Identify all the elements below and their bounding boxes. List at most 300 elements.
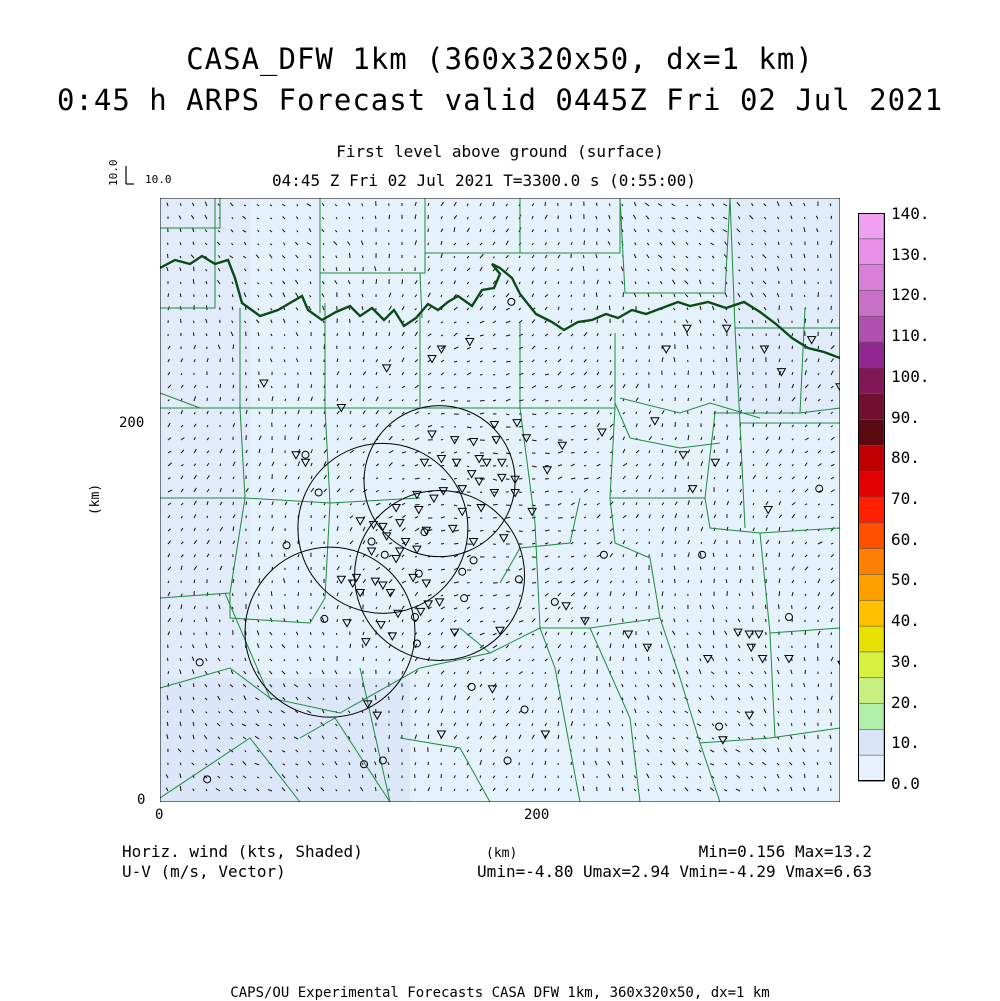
wind-vector: [376, 659, 377, 661]
colorbar-swatch: [858, 729, 884, 755]
wind-vector: [389, 215, 390, 219]
wind-vector: [349, 723, 350, 726]
x-axis-label: (km): [486, 846, 517, 861]
wind-vector: [714, 450, 715, 453]
colorbar-label: 10.: [891, 733, 920, 752]
colorbar-swatch: [858, 523, 884, 549]
wind-vector: [661, 644, 662, 648]
y-axis-label: (km): [88, 484, 103, 515]
level-subtitle: First level above ground (surface): [0, 142, 1000, 161]
map-title: CASA_DFW 1km (360x320x50, dx=1 km): [0, 42, 1000, 76]
wind-vector: [688, 385, 689, 388]
wind-vector: [180, 631, 181, 635]
colorbar-swatch: [858, 394, 884, 420]
wind-vector: [389, 620, 390, 622]
wind-vector: [467, 427, 471, 428]
wind-vector: [779, 346, 780, 349]
wind-vector: [583, 255, 584, 258]
y-tick-0: 0: [137, 792, 145, 808]
wind-vector: [805, 631, 806, 635]
wind-vector: [246, 631, 247, 635]
wind-vector: [571, 413, 573, 414]
wind-vector: [311, 384, 312, 388]
wind-vector: [831, 504, 833, 505]
wind-vector: [805, 581, 806, 583]
wind-vector: [830, 254, 831, 258]
wind-vector: [271, 386, 272, 388]
footer-min-max: Min=0.156 Max=13.2: [699, 842, 872, 861]
wind-vector: [350, 644, 351, 648]
colorbar-swatch: [858, 265, 884, 291]
wind-vector: [220, 620, 221, 622]
wind-vector: [584, 241, 585, 245]
wind-vector: [545, 761, 546, 765]
wind-vector: [285, 425, 286, 427]
wind-vector: [467, 387, 470, 388]
wind-vector: [363, 735, 364, 739]
wind-vector: [792, 346, 793, 349]
x-tick-0: 0: [155, 807, 163, 823]
wind-vector: [219, 332, 220, 336]
wind-vector: [713, 618, 714, 622]
wind-vector: [584, 465, 586, 466]
colorbar-label: 130.: [891, 245, 930, 264]
colorbar-label: 140.: [891, 204, 930, 223]
wind-vector: [623, 292, 624, 297]
wind-vector: [285, 399, 286, 401]
time-subtitle: 04:45 Z Fri 02 Jul 2021 T=3300.0 s (0:55:00): [272, 171, 696, 190]
wind-vector: [636, 412, 637, 414]
wind-vector: [441, 439, 443, 440]
wind-vector: [298, 645, 299, 648]
wind-vector: [765, 321, 766, 324]
wind-vector: [779, 591, 780, 596]
wind-vector: [804, 735, 805, 739]
wind-vector: [428, 672, 429, 674]
wind-vector: [388, 230, 389, 232]
wind-vector: [701, 346, 702, 349]
wind-vector: [246, 554, 247, 557]
wind-vector: [519, 789, 520, 791]
footer-credit: CAPS/OU Experimental Forecasts CASA DFW 1km, 360x320x50, dx=1 km: [0, 985, 1000, 1001]
wind-vector: [570, 215, 571, 219]
wind-vector: [532, 723, 533, 726]
wind-vector: [674, 332, 675, 336]
wind-vector: [623, 307, 624, 310]
wind-vector: [583, 786, 584, 791]
wind-vector: [792, 333, 793, 336]
footer-shading-label: Horiz. wind (kts, Shaded): [122, 842, 363, 861]
wind-vector: [545, 453, 550, 454]
wind-vector: [493, 504, 498, 505]
colorbar-label: 80.: [891, 448, 920, 467]
wind-vector: [753, 540, 754, 544]
wind-vector: [792, 280, 793, 284]
wind-vector: [636, 566, 637, 570]
wind-vector: [311, 372, 312, 375]
wind-vector: [609, 683, 610, 687]
wind-vector: [739, 372, 740, 375]
colorbar-label: 20.: [891, 693, 920, 712]
wind-vector: [220, 477, 221, 479]
wind-vector: [284, 633, 285, 635]
wind-vector: [297, 659, 298, 661]
wind-vector: [193, 332, 194, 336]
wind-vector: [180, 203, 181, 206]
wind-vector: [246, 501, 247, 505]
colorbar-swatch: [858, 574, 884, 600]
wind-vector: [714, 321, 715, 324]
wind-vector: [714, 567, 715, 570]
wind-vector: [193, 279, 194, 284]
wind-vector: [493, 622, 495, 623]
wind-vector: [519, 492, 522, 493]
wind-vector: [467, 505, 471, 506]
wind-vector: [532, 543, 535, 544]
wind-vector: [688, 398, 689, 401]
wind-vector: [454, 478, 457, 479]
wind-vector: [402, 645, 403, 648]
wind-vector: [623, 657, 624, 661]
wind-vector: [648, 671, 649, 674]
wind-vector: [310, 632, 311, 635]
wind-vector: [753, 424, 754, 428]
wind-vector: [298, 580, 299, 583]
wind-vector: [714, 360, 715, 362]
wind-vector: [675, 579, 676, 583]
wind-vector: [584, 347, 585, 349]
wind-vector: [532, 414, 536, 415]
colorbar-swatch: [858, 368, 884, 394]
wind-vector: [285, 490, 286, 492]
wind-vector: [220, 373, 221, 376]
wind-vector: [804, 295, 805, 297]
wind-vector: [662, 423, 663, 427]
wind-vector: [714, 384, 715, 388]
wind-vector: [350, 253, 351, 258]
wind-vector: [454, 518, 457, 519]
colorbar-label: 50.: [891, 570, 920, 589]
footer-vector-label: U-V (m/s, Vector): [122, 862, 286, 881]
wind-vector: [362, 230, 363, 232]
wind-vector: [233, 345, 234, 350]
colorbar-label: 70.: [891, 489, 920, 508]
wind-vector: [233, 607, 234, 609]
wind-vector: [428, 723, 429, 726]
colorbar-swatch: [858, 213, 884, 239]
wind-vector: [649, 529, 650, 531]
wind-vector: [623, 606, 624, 609]
wind-vector: [402, 440, 404, 441]
wind-vector: [740, 566, 741, 570]
wind-vector: [752, 618, 753, 622]
wind-vector: [610, 657, 611, 662]
wind-vector: [363, 332, 364, 336]
wind-vector: [337, 425, 338, 427]
wind-vector: [597, 669, 598, 674]
wind-vector: [778, 604, 779, 609]
wind-vector: [415, 505, 420, 506]
wind-vector: [519, 518, 522, 519]
wind-map-plot: [160, 198, 840, 802]
wind-vector: [428, 479, 430, 480]
wind-vector: [428, 504, 431, 505]
wind-vector: [233, 489, 234, 492]
wind-vector: [272, 409, 273, 414]
wind-vector: [506, 361, 511, 362]
colorbar-swatch: [858, 239, 884, 265]
wind-vector: [259, 553, 260, 557]
wind-vector: [597, 710, 598, 713]
colorbar-label: 100.: [891, 367, 930, 386]
wind-vector: [441, 748, 442, 752]
wind-vector: [571, 762, 572, 765]
colorbar-swatch: [858, 342, 884, 368]
wind-vector: [831, 633, 832, 636]
wind-vector: [506, 439, 509, 440]
wind-vector: [181, 282, 182, 284]
wind-vector: [506, 517, 510, 518]
wind-vector: [337, 555, 338, 557]
wind-vector: [167, 254, 168, 258]
wind-vector: [688, 371, 689, 375]
wind-vector: [805, 319, 806, 323]
colorbar-swatch: [858, 704, 884, 730]
wind-vector: [831, 216, 832, 219]
wind-vector: [701, 398, 702, 401]
wind-speed-colorbar: [858, 213, 886, 783]
wind-vector: [519, 479, 522, 480]
wind-vector: [336, 633, 337, 635]
wind-vector: [545, 202, 546, 206]
wind-vector: [700, 593, 701, 596]
wind-vector: [193, 683, 194, 687]
wind-vector: [519, 465, 522, 466]
wind-vector: [350, 385, 351, 388]
wind-vector: [584, 761, 585, 765]
wind-vector: [545, 466, 549, 467]
wind-vector: [441, 413, 445, 414]
colorbar-swatch: [858, 290, 884, 316]
wind-vector: [791, 723, 792, 726]
wind-vector: [467, 583, 470, 584]
colorbar-label: 120.: [891, 285, 930, 304]
wind-vector: [545, 401, 548, 402]
wind-vector: [311, 424, 312, 427]
wind-vector: [805, 646, 806, 648]
wind-vector: [726, 554, 727, 557]
colorbar-swatch: [858, 600, 884, 626]
wind-vector: [337, 333, 338, 336]
wind-vector: [272, 448, 273, 453]
colorbar-swatch: [858, 678, 884, 704]
wind-vector: [818, 684, 819, 687]
wind-vector: [480, 375, 483, 376]
colorbar-swatch: [858, 420, 884, 446]
wind-vector: [402, 279, 403, 284]
wind-vector: [375, 787, 376, 791]
wind-vector: [167, 711, 168, 713]
wind-vector: [194, 321, 195, 323]
wind-vector: [206, 294, 207, 297]
colorbar-swatch: [858, 549, 884, 575]
wind-vector: [454, 361, 457, 362]
wind-vector: [636, 347, 637, 349]
wind-vector: [818, 346, 819, 349]
wind-vector: [168, 293, 169, 297]
wind-vector: [558, 711, 559, 713]
wind-vector: [493, 348, 496, 349]
wind-vector: [441, 544, 444, 545]
wind-vector: [233, 411, 234, 414]
wind-vector: [571, 645, 572, 648]
wind-vector: [584, 657, 585, 661]
wind-vector: [493, 375, 495, 376]
wind-vector: [480, 492, 482, 493]
colorbar-swatch: [858, 316, 884, 342]
wind-vector: [701, 580, 702, 583]
wind-vector: [493, 453, 498, 454]
wind-vector: [571, 453, 575, 454]
wind-vector: [415, 557, 417, 558]
wind-vector: [376, 646, 377, 648]
wind-vector: [713, 630, 714, 635]
wind-vector: [727, 372, 728, 375]
wind-vector: [700, 553, 701, 557]
wind-vector: [831, 269, 832, 271]
wind-vector: [804, 710, 805, 713]
wind-vector: [428, 762, 429, 765]
wind-vector: [220, 464, 221, 467]
wind-vector: [323, 593, 324, 596]
wind-vector: [779, 646, 780, 648]
colorbar-swatch: [858, 445, 884, 471]
colorbar-label: 30.: [891, 652, 920, 671]
wind-vector: [441, 465, 444, 466]
wind-vector: [700, 567, 701, 570]
wind-vector: [831, 645, 832, 648]
wind-vector: [441, 774, 442, 778]
ref-vector-u-label: 10.0: [145, 173, 172, 186]
wind-vector: [297, 347, 298, 349]
wind-vector: [571, 295, 572, 297]
wind-vector: [545, 672, 546, 674]
wind-vector: [649, 542, 650, 545]
wind-vector: [376, 279, 377, 284]
wind-vector: [298, 592, 299, 596]
wind-vector: [804, 723, 805, 726]
wind-vector: [753, 358, 754, 362]
wind-vector: [233, 593, 234, 596]
wind-vector: [805, 217, 806, 219]
wind-vector: [362, 217, 363, 219]
wind-vector: [362, 775, 363, 778]
colorbar-label: 60.: [891, 530, 920, 549]
wind-vector: [623, 359, 624, 362]
wind-vector: [635, 685, 636, 687]
wind-vector: [584, 697, 585, 700]
x-tick-200: 200: [524, 807, 549, 823]
wind-vector: [596, 292, 597, 297]
y-tick-200: 200: [119, 415, 144, 431]
wind-vector: [752, 346, 753, 349]
wind-vector: [284, 554, 285, 558]
wind-vector: [791, 229, 792, 232]
wind-vector: [765, 347, 766, 349]
wind-vector: [779, 397, 780, 401]
wind-vector: [454, 531, 459, 532]
wind-vector: [441, 505, 444, 506]
wind-vector: [207, 516, 208, 518]
wind-vector: [441, 530, 445, 531]
wind-vector: [467, 414, 470, 415]
wind-vector: [415, 229, 416, 232]
wind-vector: [233, 385, 234, 388]
ref-vector-v-label: 10.0: [107, 160, 120, 187]
colorbar-swatch: [858, 626, 884, 652]
wind-vector: [414, 747, 415, 752]
wind-vector: [259, 579, 260, 584]
wind-vector: [454, 543, 458, 544]
wind-vector: [753, 516, 754, 519]
wind-vector: [389, 332, 390, 336]
wind-vector: [258, 659, 259, 661]
wind-vector: [648, 657, 649, 661]
wind-vector: [194, 620, 195, 622]
wind-vector: [831, 672, 832, 674]
wind-vector: [804, 774, 805, 778]
wind-vector: [818, 292, 819, 297]
wind-vector: [649, 359, 650, 362]
wind-vector: [480, 530, 483, 531]
wind-vector: [311, 527, 312, 531]
wind-vector: [571, 440, 573, 441]
colorbar-swatch: [858, 755, 884, 781]
wind-vector: [519, 531, 523, 532]
wind-vector: [818, 241, 819, 245]
wind-vector: [337, 619, 338, 622]
wind-vector: [558, 413, 561, 414]
wind-vector: [622, 775, 623, 778]
colorbar-label: 40.: [891, 611, 920, 630]
wind-vector: [271, 591, 272, 596]
wind-vector: [220, 581, 221, 584]
wind-vector: [779, 383, 780, 388]
wind-vector: [233, 358, 234, 362]
wind-vector: [180, 786, 181, 791]
wind-vector: [363, 657, 364, 661]
wind-vector: [298, 567, 299, 570]
wind-vector: [610, 203, 611, 206]
wind-vector: [596, 203, 597, 206]
wind-vector: [441, 295, 442, 297]
wind-vector: [493, 570, 495, 571]
wind-vector: [597, 491, 599, 492]
footer-uv-stats: Umin=-4.80 Umax=2.94 Vmin=-4.29 Vmax=6.63: [477, 862, 872, 881]
wind-vector: [324, 607, 325, 609]
wind-vector: [597, 684, 598, 687]
wind-vector: [233, 502, 234, 505]
wind-vector: [753, 438, 754, 440]
wind-vector: [324, 321, 325, 323]
wind-vector: [493, 608, 495, 609]
wind-vector: [765, 605, 766, 609]
wind-vector: [597, 306, 598, 310]
wind-vector: [805, 281, 806, 284]
wind-vector: [623, 619, 624, 623]
wind-vector: [506, 736, 507, 740]
wind-vector: [519, 426, 522, 427]
